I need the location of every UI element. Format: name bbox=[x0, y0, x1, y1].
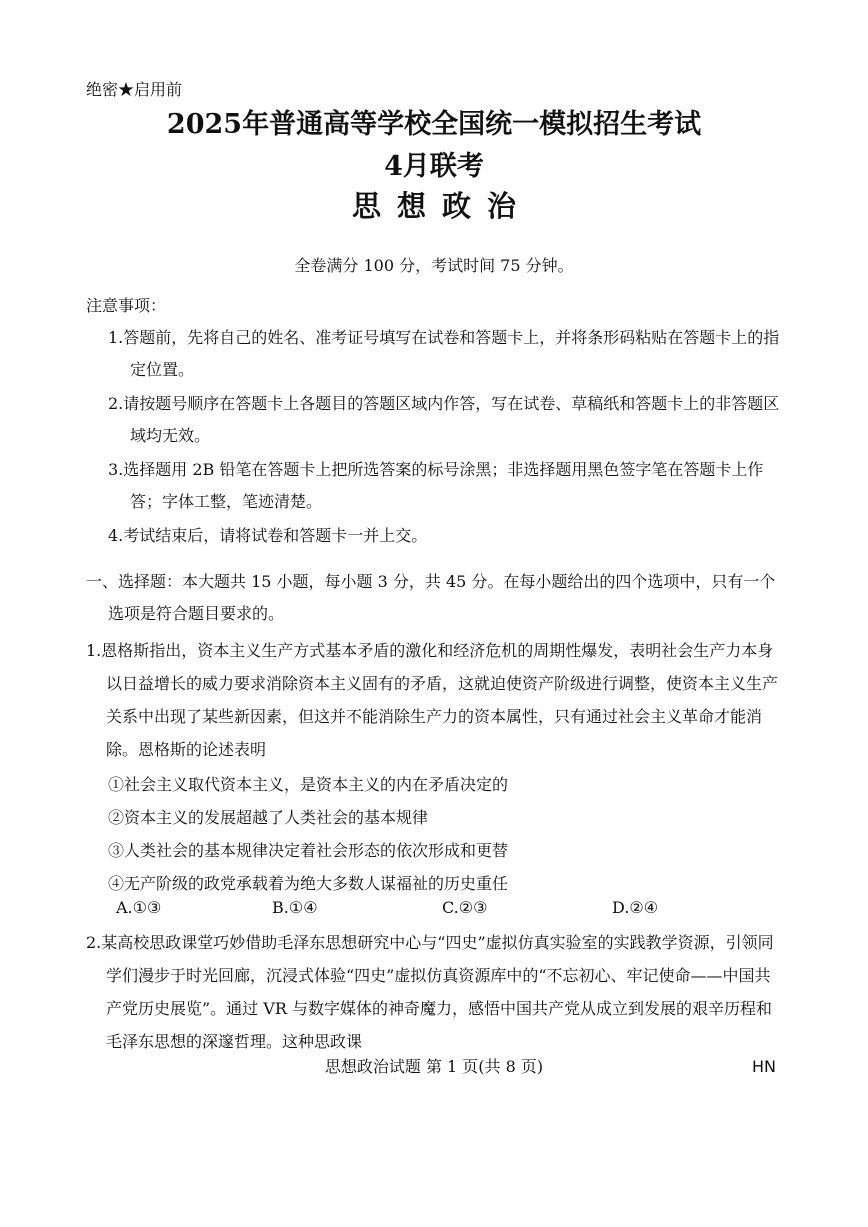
notice-item: 1.答题前，先将自己的姓名、准考证号填写在试卷和答题卡上，并将条形码粘贴在答题卡上的指定位置。 bbox=[108, 328, 780, 379]
subject-title: 思想政治 bbox=[351, 189, 532, 223]
score-line: 全卷满分 100 分，考试时间 75 分钟。 bbox=[294, 256, 574, 275]
exam-subtitle: 4月联考 bbox=[384, 151, 484, 182]
exam-title: 2025年普通高等学校全国统一模拟招生考试 bbox=[166, 109, 702, 140]
question-1-statements bbox=[108, 768, 788, 900]
statement-item: ②资本主义的发展超越了人类社会的基本规律 bbox=[108, 808, 429, 827]
footer-code: HN bbox=[752, 1057, 776, 1076]
section-heading: 一、选择题：本大题共 15 小题，每小题 3 分，共 45 分。在每小题给出的四个选项中，只有一个选项是符合题目要求的。 bbox=[86, 572, 776, 623]
page-footer: 思想政治试题 第 1 页(共 8 页) bbox=[324, 1057, 544, 1076]
notice-item: 3.选择题用 2B 铅笔在答题卡上把所选答案的标号涂黑；非选择题用黑色签字笔在答题卡上作答；字体工整，笔迹清楚。 bbox=[108, 460, 764, 511]
notice-title: 注意事项： bbox=[86, 296, 167, 315]
notice-item: 4.考试结束后，请将试卷和答题卡一并上交。 bbox=[108, 526, 428, 545]
choice-c: C.②③ bbox=[442, 898, 488, 917]
choice-b: B.①④ bbox=[272, 898, 318, 917]
choice-a: A.①③ bbox=[116, 898, 162, 917]
choice-d: D.②④ bbox=[612, 898, 659, 917]
statement-item: ③人类社会的基本规律决定着社会形态的依次形成和更替 bbox=[108, 841, 509, 860]
notice-item: 2.请按题号顺序在答题卡上各题目的答题区域内作答，写在试卷、草稿纸和答题卡上的非答题区域均无效。 bbox=[108, 394, 780, 445]
question-1-choices bbox=[116, 896, 716, 920]
question-1-stem: 1.恩格斯指出，资本主义生产方式基本矛盾的激化和经济危机的周期性爆发，表明社会生产力本身以日益增长的威力要求消除资本主义固有的矛盾，这就迫使资产阶级进行调整，使资本主义生产关系中出现了某些新因素，但这并不能消除生产力的资本属性，只有通过社会主义革命才能消除。恩格斯的论述表明 bbox=[86, 641, 779, 759]
statement-item: ①社会主义取代资本主义，是资本主义的内在矛盾决定的 bbox=[108, 775, 509, 794]
statement-item: ④无产阶级的政党承载着为绝大多数人谋福祉的历史重任 bbox=[108, 874, 509, 893]
question-2-stem: 2.某高校思政课堂巧妙借助毛泽东思想研究中心与“四史”虚拟仿真实验室的实践教学资源，引领同学们漫步于时光回廊，沉浸式体验“四史”虚拟仿真资源库中的“不忘初心、牢记使命——中国共产党历史展览”。通过 VR 与数字媒体的神奇魔力，感悟中国共产党从成立到发展的艰辛历程和毛泽东思想的深邃哲理。这种思政课 bbox=[86, 933, 774, 1051]
secret-mark: 绝密★启用前 bbox=[86, 80, 183, 99]
notice-list bbox=[108, 322, 788, 554]
